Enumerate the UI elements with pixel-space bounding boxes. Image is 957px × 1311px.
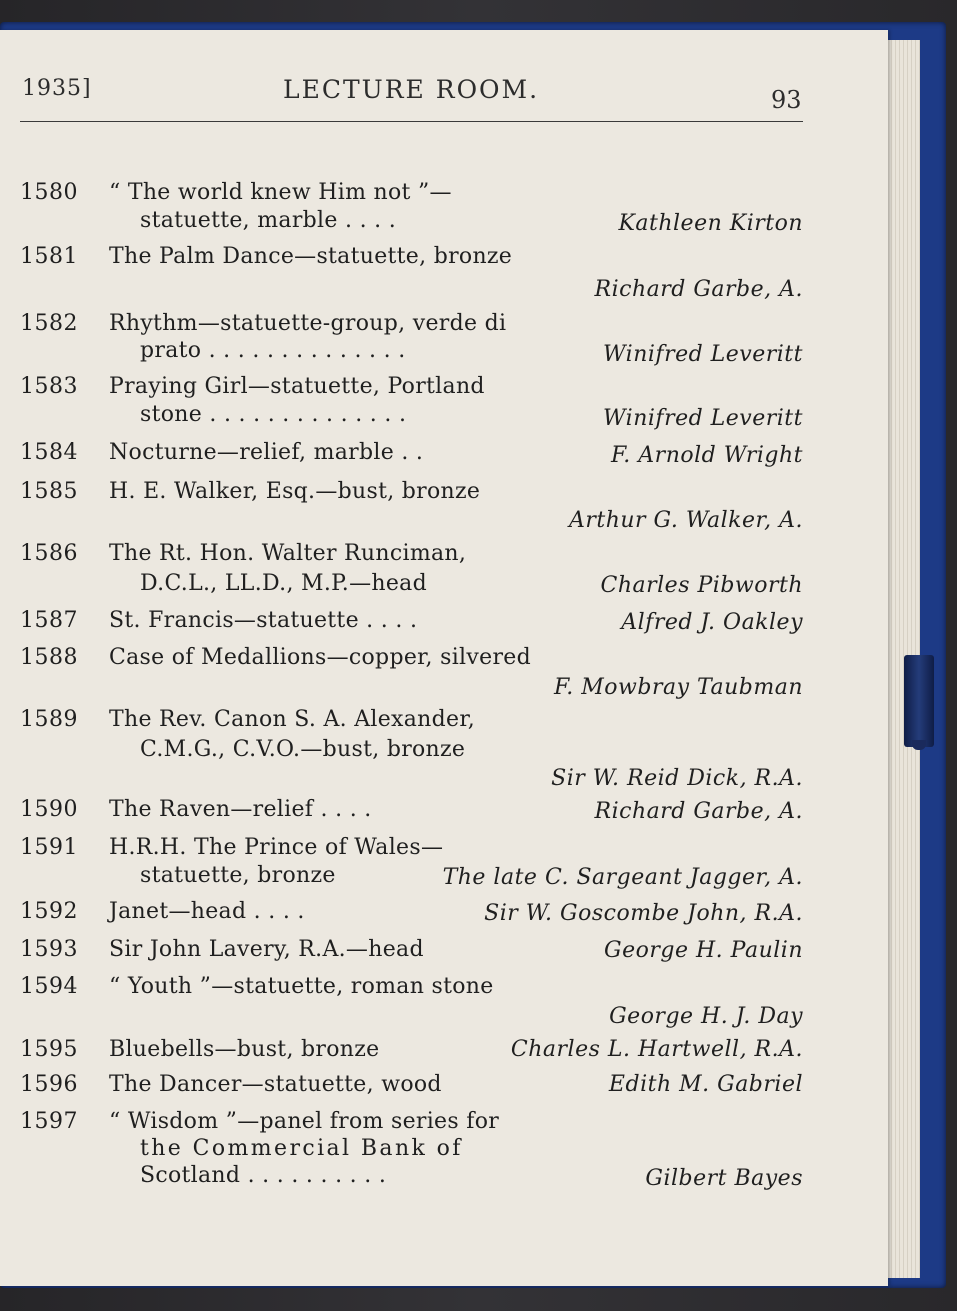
page-number: 93 — [771, 86, 802, 114]
entry-artist: Alfred J. Oakley — [621, 610, 803, 635]
entry-number: 1584 — [20, 440, 78, 465]
entry-artist: Edith M. Gabriel — [608, 1072, 803, 1097]
entry-title: The Raven—relief . . . . — [109, 797, 372, 822]
entry-title: St. Francis—statuette . . . . — [109, 608, 418, 633]
entry-number: 1595 — [20, 1037, 78, 1062]
entry-number: 1585 — [20, 479, 78, 504]
entry-artist: Winifred Leveritt — [602, 342, 803, 367]
entry-number: 1591 — [20, 835, 78, 860]
entry-artist: Richard Garbe, A. — [594, 277, 803, 302]
ribbon-bookmark-end — [912, 740, 926, 750]
entry-title: “ Youth ”—statuette, roman stone — [109, 974, 494, 999]
entry-title-continued: Scotland . . . . . . . . . . — [140, 1163, 387, 1188]
entry-title: The Dancer—statuette, wood — [109, 1072, 442, 1097]
entry-artist: Arthur G. Walker, A. — [568, 508, 803, 533]
entry-title: Praying Girl—statuette, Portland — [109, 374, 485, 399]
entry-number: 1597 — [20, 1109, 78, 1134]
entry-title-continued: D.C.L., LL.D., M.P.—head — [140, 571, 427, 596]
entry-artist: Winifred Leveritt — [602, 406, 803, 431]
entry-title: The Palm Dance—statuette, bronze — [109, 244, 513, 269]
entry-title: “ Wisdom ”—panel from series for — [109, 1109, 500, 1134]
entry-title: Nocturne—relief, marble . . — [109, 440, 424, 465]
entry-artist: Richard Garbe, A. — [594, 799, 803, 824]
entry-artist: F. Mowbray Taubman — [553, 675, 803, 700]
entry-title: Rhythm—statuette-group, verde di — [109, 311, 507, 336]
entry-number: 1583 — [20, 374, 78, 399]
entry-number: 1594 — [20, 974, 78, 999]
running-head-title: LECTURE ROOM. — [283, 75, 540, 104]
entry-title: The Rt. Hon. Walter Runciman, — [109, 541, 467, 566]
entry-artist: F. Arnold Wright — [610, 443, 803, 468]
entry-number: 1588 — [20, 645, 78, 670]
entry-title: Bluebells—bust, bronze — [109, 1037, 380, 1062]
entry-title-continued: prato . . . . . . . . . . . . . . — [140, 338, 406, 363]
entry-artist: Gilbert Bayes — [645, 1166, 803, 1191]
entry-title: Sir John Lavery, R.A.—head — [109, 937, 424, 962]
entry-artist: Sir W. Reid Dick, R.A. — [551, 766, 803, 791]
entry-number: 1581 — [20, 244, 78, 269]
entry-artist: George H. Paulin — [604, 938, 803, 963]
entry-artist: Sir W. Goscombe John, R.A. — [484, 901, 803, 926]
entry-title-continued: stone . . . . . . . . . . . . . . — [140, 402, 407, 427]
entry-number: 1596 — [20, 1072, 78, 1097]
entry-title-continued: statuette, bronze — [140, 863, 336, 888]
entry-title: H.R.H. The Prince of Wales— — [109, 835, 444, 860]
entry-number: 1592 — [20, 899, 78, 924]
entry-title: Case of Medallions—copper, silvered — [109, 645, 531, 670]
entry-number: 1589 — [20, 707, 78, 732]
entry-title: Janet—head . . . . — [109, 899, 305, 924]
entry-title-continued: C.M.G., C.V.O.—bust, bronze — [140, 737, 466, 762]
entry-title: The Rev. Canon S. A. Alexander, — [109, 707, 476, 732]
entry-artist: Charles L. Hartwell, R.A. — [510, 1037, 803, 1062]
entry-artist: Charles Pibworth — [600, 573, 803, 598]
entry-number: 1586 — [20, 541, 78, 566]
entry-number: 1587 — [20, 608, 78, 633]
entry-artist: George H. J. Day — [609, 1004, 803, 1029]
entry-number: 1580 — [20, 180, 78, 205]
entry-title-continued: statuette, marble . . . . — [140, 208, 397, 233]
entry-number: 1593 — [20, 937, 78, 962]
ribbon-bookmark[interactable] — [904, 655, 934, 747]
entry-title: H. E. Walker, Esq.—bust, bronze — [109, 479, 481, 504]
running-head-year: 1935] — [22, 76, 92, 101]
entry-artist: Kathleen Kirton — [618, 211, 803, 236]
entry-artist: The late C. Sargeant Jagger, A. — [442, 865, 803, 890]
entry-title: “ The world knew Him not ”— — [109, 180, 452, 205]
entry-number: 1582 — [20, 311, 78, 336]
entry-title-continued: the Commercial Bank of — [140, 1136, 463, 1161]
entry-number: 1590 — [20, 797, 78, 822]
